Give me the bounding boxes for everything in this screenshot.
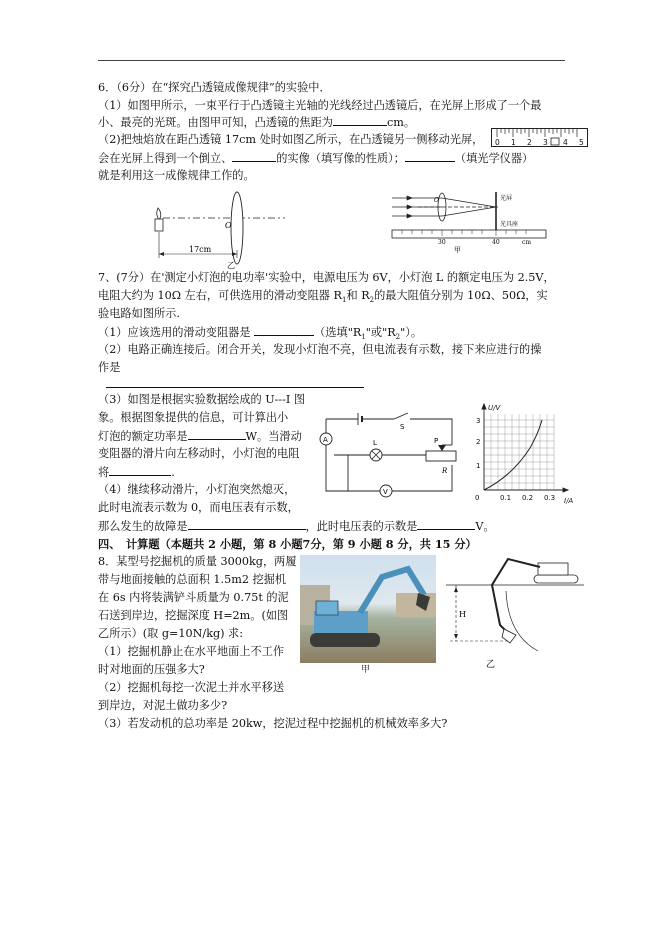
ruler-figure bbox=[491, 128, 589, 148]
q7-part1: （1）应该选用的滑动变阻器是 （选填"$R_1$"或"$R_2$"）。 bbox=[98, 326, 423, 342]
graph-ytick-2: 2 bbox=[476, 438, 481, 446]
q7-circuit-diagram bbox=[318, 411, 468, 503]
slider-label: P bbox=[434, 437, 439, 445]
q7-part4-line2: 此时电流表示数为 0，而电压表有示数， bbox=[98, 501, 299, 514]
q8-part2-line1: （2）挖掘机每挖一次泥土并水平移送 bbox=[98, 681, 285, 694]
ruler-tick-3: 3 bbox=[543, 138, 548, 147]
q8-part2-line2: 到岸边，对泥土做功多少? bbox=[98, 699, 228, 712]
q8-line3: 在 6s 内将装满铲斗质量为 0.75t 的泥 bbox=[98, 591, 289, 604]
bench-unit: cm bbox=[522, 239, 532, 246]
q7-blank-fault[interactable] bbox=[188, 519, 306, 530]
q6-figure-yi bbox=[145, 188, 295, 270]
rheostat-label: R bbox=[442, 467, 448, 475]
q7-part3-line1: （3）如图是根据实验数据绘成的 U---I 图 bbox=[98, 393, 306, 406]
q7-line3: 验电路如图所示. bbox=[98, 307, 180, 320]
q6-title: 6．（6分）在“探究凸透镜成像规律”的实验中． bbox=[98, 81, 331, 94]
q7-blank-resistance-change[interactable] bbox=[109, 465, 171, 476]
section-4-heading: 四、 计算题（本题共 2 小题，第 8 小题7分，第 9 小题 8 分，共 15 分） bbox=[98, 537, 477, 551]
candle-flame-icon bbox=[157, 208, 161, 220]
q7-part3-line2: 象。根据图象提供的信息，可计算出小 bbox=[98, 411, 289, 424]
excavator-bucket-icon bbox=[502, 629, 516, 643]
switch-icon bbox=[394, 413, 408, 419]
graph-xtick-0.1: 0.1 bbox=[500, 494, 512, 502]
bench-mark-40: 40 bbox=[492, 239, 500, 246]
q7-blank-rheostat[interactable] bbox=[254, 325, 314, 336]
q7-blank-operation[interactable] bbox=[106, 387, 364, 388]
light-screen-label: 光屏 bbox=[500, 195, 513, 202]
graph-xtick-0.3: 0.3 bbox=[544, 494, 556, 502]
ruler-tick-5: 5 bbox=[579, 138, 584, 147]
lamp-label: L bbox=[373, 439, 377, 447]
q8-line2: 带与地面接触的总面积 1.5m2 挖掘机 bbox=[98, 573, 287, 586]
ruler-tick-2: 2 bbox=[527, 138, 532, 147]
q6-part2-line2: 会在光屏上得到一个倒立、 的实像（填写像的性质）； （填光学仪器） bbox=[98, 152, 534, 165]
header-rule bbox=[98, 60, 565, 61]
photo-jia-caption: 甲 bbox=[361, 665, 371, 675]
q8-part3: （3）若发动机的总功率是 20kw，挖泥过程中挖掘机的机械效率多大? bbox=[98, 717, 448, 730]
switch-label: S bbox=[400, 423, 405, 431]
q7-part4-line3: 那么发生的故障是 ，此时电压表的示数是 V。 bbox=[98, 520, 495, 533]
excavator-photo bbox=[300, 555, 436, 663]
q7-part3-line5: 将 . bbox=[98, 466, 175, 479]
excavator-arm-icon bbox=[492, 559, 540, 635]
q6-blank-instrument[interactable] bbox=[405, 151, 455, 162]
excavator-diagram bbox=[446, 555, 586, 670]
voltmeter-label: V bbox=[383, 488, 388, 496]
jia-lens-label: O bbox=[434, 197, 439, 204]
q6-blank-focal-length[interactable] bbox=[333, 115, 387, 126]
q8-line4: 石送到岸边，挖掘深度 H=2m。(如图 bbox=[98, 609, 289, 622]
graph-xtick-0.2: 0.2 bbox=[522, 494, 534, 502]
distance-label: 17cm bbox=[189, 245, 212, 254]
depth-label: H bbox=[459, 610, 466, 619]
q8-part1-line2: 时对地面的压强多大? bbox=[98, 663, 205, 676]
q7-line1: 7、(7分）在'测定小灯泡的电功率'实验中，电源电压为 6V，小灯泡 L 的额定电压为 2.5V， bbox=[98, 271, 555, 284]
q7-part2-line2: 作是 bbox=[98, 361, 121, 374]
q7-line2: 电阻大约为 10Ω 左右，可供选用的滑动变阻器 $R_1$和 $R_2$的最大阻值分别为 10Ω、50Ω，实 bbox=[98, 289, 548, 305]
ruler-tick-4: 4 bbox=[563, 138, 568, 147]
rheostat-icon bbox=[426, 451, 456, 461]
slider-arrow-icon bbox=[438, 445, 446, 451]
diagram-yi-caption: 乙 bbox=[486, 660, 496, 670]
graph-ytick-1: 1 bbox=[476, 462, 481, 470]
q7-blank-voltmeter-reading[interactable] bbox=[417, 519, 475, 530]
lens-center-label: O bbox=[225, 221, 232, 230]
graph-xlabel: I/A bbox=[564, 497, 574, 504]
q7-part3-line3: 灯泡的额定功率是 W。当滑动 bbox=[98, 430, 302, 443]
figure-yi-caption: 乙 bbox=[227, 261, 235, 270]
q7-part2-line1: （2）电路正确连接后。闭合开关，发现小灯泡不亮，但电流表有示数，接下来应进行的操 bbox=[98, 343, 542, 356]
bench-mark-30: 30 bbox=[438, 239, 446, 246]
graph-xtick-0: 0 bbox=[475, 494, 480, 502]
q8-line5: 乙所示）(取 g=10N/kg) 求: bbox=[98, 627, 244, 640]
graph-ylabel: U/V bbox=[488, 404, 501, 412]
q6-part1-line1: （1）如图甲所示，一束平行于凸透镜主光轴的光线经过凸透镜后，在光屏上形成了一个最 bbox=[98, 99, 542, 112]
q8-line1: 8．某型号挖掘机的质量 3000kg，两履 bbox=[98, 555, 297, 568]
ruler-tick-0: 0 bbox=[495, 138, 500, 147]
q6-figure-jia bbox=[390, 188, 550, 254]
graph-ytick-3: 3 bbox=[476, 417, 481, 425]
q7-part4-line1: （4）继续移动滑片，小灯泡突然熄灭， bbox=[98, 483, 296, 496]
q6-blank-image-property[interactable] bbox=[232, 151, 276, 162]
optical-bench-icon bbox=[392, 230, 546, 238]
q8-part1-line1: （1）挖掘机静止在水平地面上不工作 bbox=[98, 645, 285, 658]
ruler-tick-1: 1 bbox=[511, 138, 516, 147]
excavator-photo-icon bbox=[300, 555, 436, 663]
optical-bench-label: 光具座 bbox=[500, 221, 519, 228]
q6-part2-line3: 就是利用这一成像规律工作的。 bbox=[98, 169, 255, 182]
q7-blank-rated-power[interactable] bbox=[188, 429, 246, 440]
figure-jia-caption: 甲 bbox=[454, 246, 461, 254]
q7-ui-graph bbox=[468, 400, 578, 504]
ammeter-label: A bbox=[323, 436, 328, 444]
candle-icon bbox=[155, 219, 163, 231]
q6-part2-line1: （2)把烛焰放在距凸透镜 17cm 处时如图乙所示，在凸透镜另一侧移动光屏， bbox=[98, 133, 484, 146]
q7-part3-line4: 变阻器的滑片向左移动时，小灯泡的电阻 bbox=[98, 447, 300, 460]
q6-part1-line2: 小、最亮的光斑。由图甲可知，凸透镜的焦距为 cm。 bbox=[98, 116, 416, 129]
